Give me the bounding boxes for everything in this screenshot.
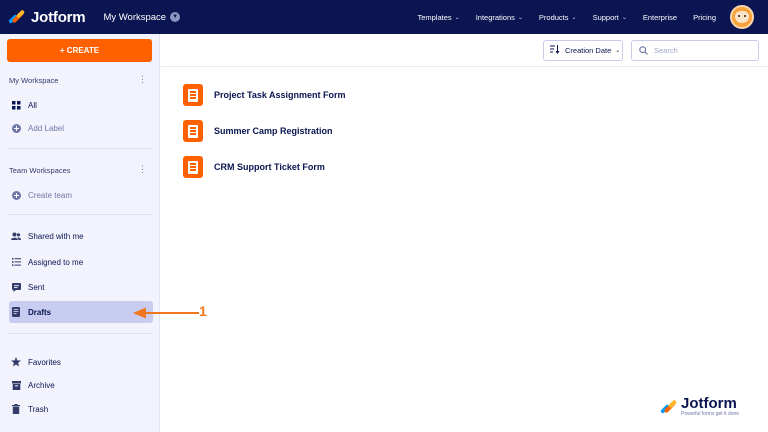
drafts-icon <box>11 307 21 317</box>
chevron-down-icon: ⌄ <box>621 14 627 21</box>
nav-integrations[interactable]: Integrations ⌄ <box>475 12 523 22</box>
chevron-down-icon: ⌄ <box>615 48 621 54</box>
watermark-name: Jotform <box>681 395 737 412</box>
star-icon <box>11 357 21 367</box>
team-workspaces-title: Team Workspaces <box>9 166 71 175</box>
sidebar-item-favorites[interactable] <box>9 351 153 373</box>
sidebar-item-label: Shared with me <box>28 231 84 241</box>
sidebar-item-label: Favorites <box>28 357 61 367</box>
nav-menu <box>401 0 754 34</box>
archive-icon <box>11 380 21 390</box>
chevron-down-icon: ⌄ <box>454 14 460 21</box>
sidebar-item-label: Trash <box>28 404 49 414</box>
sort-dropdown[interactable] <box>543 40 623 61</box>
watermark-tagline: Powerful forms get it done <box>681 411 740 417</box>
search-box[interactable] <box>631 40 759 61</box>
plus-circle-icon <box>11 190 21 200</box>
nav-support[interactable]: Support ⌄ <box>592 12 627 22</box>
plus-circle-icon <box>11 123 21 133</box>
logo-text: Jotform <box>31 8 86 26</box>
jotform-logo[interactable] <box>8 8 85 26</box>
jotform-watermark <box>660 396 739 417</box>
avatar-face-icon <box>735 11 749 23</box>
trash-icon <box>11 404 21 414</box>
team-workspaces-menu-icon[interactable]: ⋮ <box>138 164 147 174</box>
my-workspace-title: My Workspace <box>9 76 59 85</box>
sidebar-item-drafts[interactable] <box>9 301 153 323</box>
form-title[interactable]: Summer Camp Registration <box>214 126 333 136</box>
user-avatar[interactable] <box>730 5 754 29</box>
message-icon <box>11 282 21 292</box>
nav-pricing[interactable]: Pricing <box>693 12 716 22</box>
top-navbar <box>0 0 768 34</box>
form-document-icon <box>183 84 203 106</box>
sidebar-divider <box>8 148 152 149</box>
form-title[interactable]: CRM Support Ticket Form <box>214 162 325 172</box>
chevron-down-icon: ⌄ <box>571 14 577 21</box>
form-title[interactable]: Project Task Assignment Form <box>214 90 346 100</box>
list-icon <box>11 257 21 267</box>
form-list-item[interactable] <box>183 156 325 178</box>
chevron-down-icon: ⌄ <box>517 14 523 21</box>
form-document-icon <box>183 156 203 178</box>
nav-templates[interactable]: Templates ⌄ <box>417 12 460 22</box>
sort-icon <box>550 45 560 56</box>
search-icon <box>639 42 648 60</box>
sidebar-item-label: All <box>28 100 37 110</box>
sidebar-item-all[interactable] <box>9 94 153 116</box>
form-list-item[interactable] <box>183 120 333 142</box>
sidebar-item-label: Assigned to me <box>28 257 84 267</box>
form-document-icon <box>183 120 203 142</box>
sidebar-divider <box>8 214 152 215</box>
jotform-logo-icon <box>8 8 26 26</box>
grid-icon <box>11 100 21 110</box>
sidebar-item-shared-with-me[interactable] <box>9 225 153 247</box>
search-input[interactable] <box>654 46 754 55</box>
sidebar <box>0 34 160 432</box>
list-toolbar <box>161 34 768 67</box>
sidebar-item-trash[interactable] <box>9 398 153 420</box>
annotation-number: 1 <box>199 303 207 319</box>
workspace-switcher[interactable] <box>103 12 180 23</box>
sidebar-item-label: Create team <box>28 190 73 200</box>
sidebar-divider <box>8 333 152 334</box>
chevron-down-icon: ▼ <box>170 12 180 22</box>
sidebar-item-create-team[interactable] <box>9 184 153 206</box>
jotform-logo-icon <box>660 398 678 416</box>
annotation-arrow-icon <box>133 306 203 320</box>
nav-enterprise[interactable]: Enterprise <box>642 12 678 22</box>
users-icon <box>11 231 21 241</box>
my-workspace-menu-icon[interactable]: ⋮ <box>138 74 147 84</box>
sidebar-item-label: Archive <box>28 380 55 390</box>
form-list-item[interactable] <box>183 84 346 106</box>
nav-products[interactable]: Products ⌄ <box>538 12 577 22</box>
sidebar-item-assigned-to-me[interactable] <box>9 251 153 273</box>
sidebar-item-label: Add Label <box>28 123 65 133</box>
sidebar-item-sent[interactable] <box>9 276 153 298</box>
sort-label: Creation Date <box>565 46 612 55</box>
sidebar-item-add-label[interactable] <box>9 117 153 139</box>
workspace-switcher-label: My Workspace <box>103 11 167 23</box>
sidebar-item-label: Drafts <box>28 307 52 317</box>
sidebar-item-archive[interactable] <box>9 374 153 396</box>
create-button[interactable]: + CREATE <box>7 39 152 62</box>
sidebar-item-label: Sent <box>28 282 45 292</box>
